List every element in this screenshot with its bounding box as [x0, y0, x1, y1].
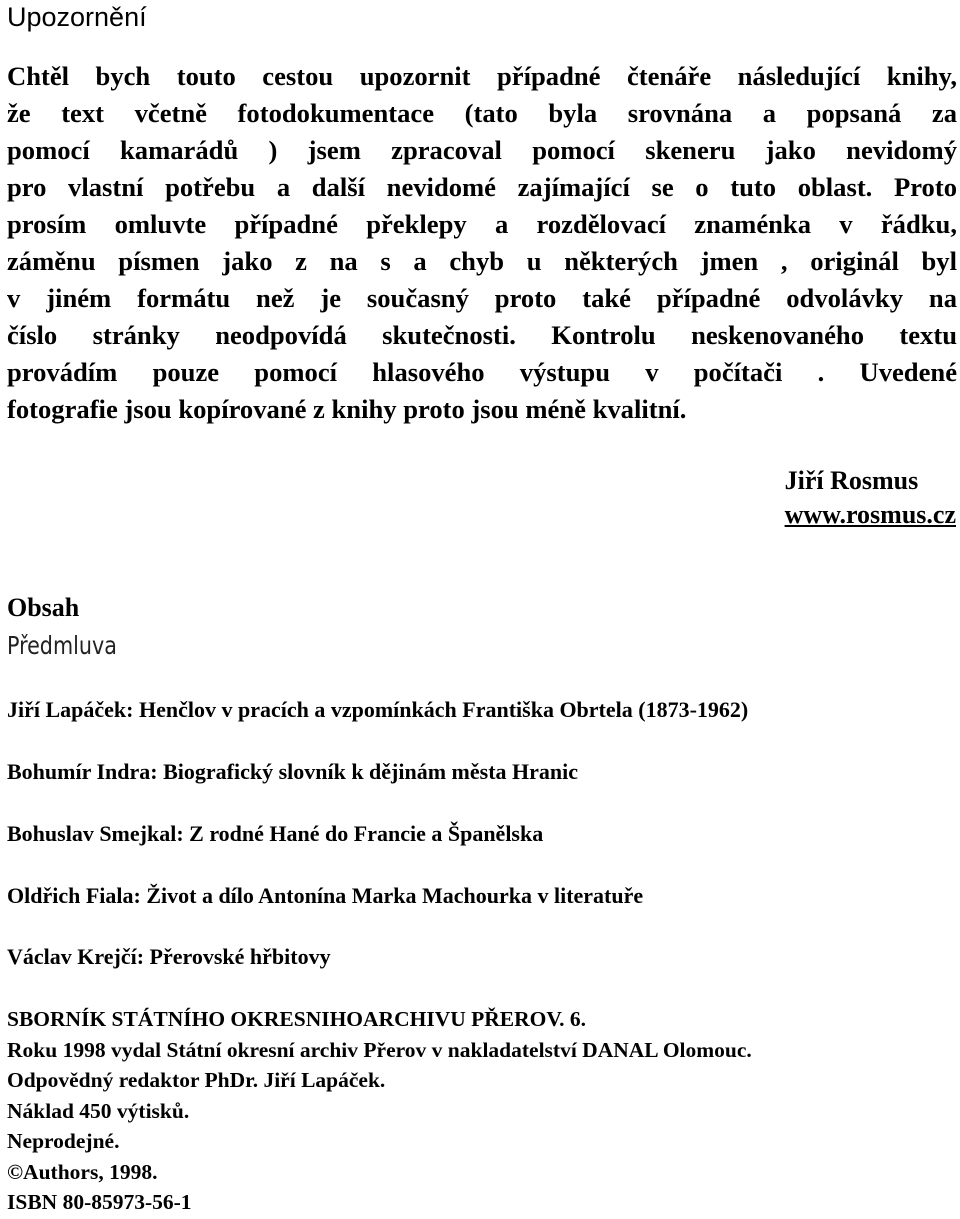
intro-line: pomocí kamarádů ) jsem zpracoval pomocí skeneru jako nevidomý — [7, 135, 957, 165]
contents-title: Obsah — [7, 593, 80, 622]
contents-item: Bohuslav Smejkal: Z rodné Hané do Francie a Španělska — [7, 821, 544, 846]
intro-line: fotografie jsou kopírované z knihy proto jsou méně kvalitní. — [7, 394, 687, 424]
intro-line: Chtěl bych touto cestou upozornit případné čtenáře následující knihy, — [7, 61, 957, 91]
colophon-line: Neprodejné. — [7, 1129, 120, 1153]
contents-preface: Předmluva — [7, 631, 117, 660]
intro-paragraph — [7, 58, 957, 428]
colophon-line: Odpovědný redaktor PhDr. Jiří Lapáček. — [7, 1068, 386, 1092]
intro-line: prosím omluvte případné překlepy a rozdělovací znaménka v řádku, — [7, 209, 957, 239]
colophon-line: ©Authors, 1998. — [7, 1159, 158, 1184]
intro-line: záměnu písmen jako z na s a chyb u některých jmen , originál byl — [7, 246, 957, 276]
contents-item: Oldřich Fiala: Život a dílo Antonína Marka Machourka v literatuře — [7, 883, 644, 908]
colophon — [7, 1004, 752, 1218]
page-heading: Upozornění — [7, 2, 147, 32]
author-name: Jiří Rosmus — [784, 466, 919, 495]
contents-item: Bohumír Indra: Biografický slovník k dějinám města Hranic — [7, 759, 579, 784]
signature-block — [785, 464, 956, 532]
intro-line: číslo stránky neodpovídá skutečnosti. Kontrolu neskenovaného textu — [7, 320, 957, 350]
contents-item: Jiří Lapáček: Henčlov v pracích a vzpomínkách Františka Obrtela (1873-1962) — [7, 697, 749, 722]
colophon-line: ISBN 80-85973-56-1 — [7, 1190, 192, 1214]
colophon-line: Roku 1998 vydal Státní okresní archiv Přerov v nakladatelství DANAL Olomouc. — [7, 1037, 752, 1062]
intro-line: že text včetně fotodokumentace (tato byla srovnána a popsaná za — [7, 98, 957, 128]
contents-item: Václav Krejčí: Přerovské hřbitovy — [7, 944, 331, 969]
intro-line: v jiném formátu než je současný proto také případné odvolávky na — [7, 283, 957, 313]
colophon-line: Náklad 450 výtisků. — [7, 1098, 190, 1123]
author-website-link[interactable]: www.rosmus.cz — [784, 500, 956, 529]
colophon-line: SBORNÍK STÁTNÍHO OKRESNIHOARCHIVU PŘEROV. 6. — [7, 1007, 587, 1031]
intro-line: pro vlastní potřebu a další nevidomé zajímající se o tuto oblast. Proto — [7, 172, 957, 202]
intro-line: provádím pouze pomocí hlasového výstupu v počítači . Uvedené — [7, 357, 957, 387]
